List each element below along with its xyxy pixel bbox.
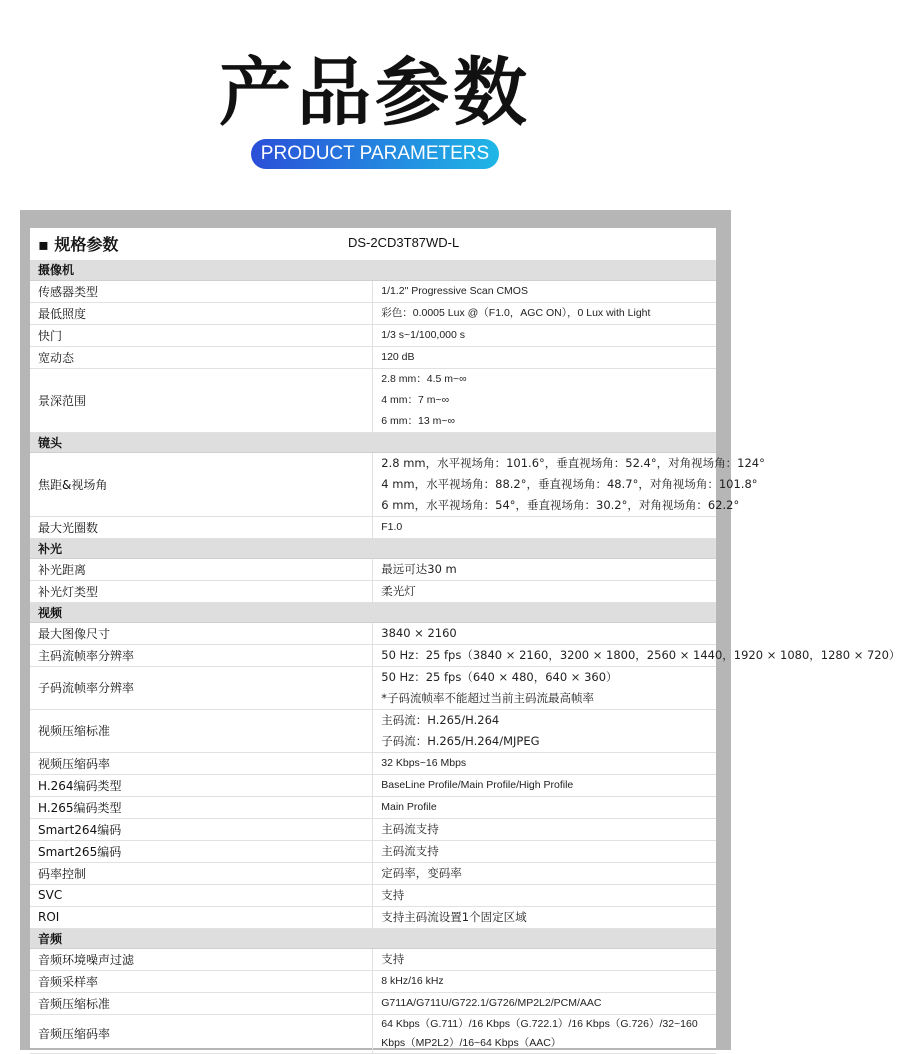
- table-row: Smart264编码 主码流支持: [30, 818, 716, 840]
- table-row: 最大图像尺寸 3840 × 2160: [30, 622, 716, 644]
- section-audio: 音频: [30, 928, 716, 948]
- table-row: 视频压缩标准 主码流：H.265/H.264 子码流：H.265/H.264/MJPEG: [30, 709, 716, 752]
- table-row: Smart265编码 主码流支持: [30, 840, 716, 862]
- spec-header-label: ▪ 规格参数: [38, 235, 119, 254]
- table-row: H.264编码类型 BaseLine Profile/Main Profile/High Profile: [30, 774, 716, 796]
- table-row: 音频压缩码率 64 Kbps（G.711）/16 Kbps（G.722.1）/16 Kbps（G.726）/32~160 Kbps（MP2L2）/16~64 Kbps（AAC）: [30, 1014, 716, 1053]
- table-row: 补光距离 最远可达30 m: [30, 558, 716, 580]
- spec-header: [30, 228, 716, 260]
- table-row: H.265编码类型 Main Profile: [30, 796, 716, 818]
- table-row: 音频采样率 8 kHz/16 kHz: [30, 970, 716, 992]
- section-camera: 摄像机: [30, 260, 716, 280]
- table-row: 视频压缩码率 32 Kbps~16 Mbps: [30, 752, 716, 774]
- table-row: 焦距&视场角 2.8 mm，水平视场角：101.6°，垂直视场角：52.4°，对角视场角：124° 4 mm，水平视场角：88.2°，垂直视场角：48.7°，对角视场角：101.8° 6 mm，水平视场角：54°，垂直视场角：30.2°，对角视场角：62.2°: [30, 452, 716, 516]
- table-row: 快门 1/3 s~1/100,000 s: [30, 324, 716, 346]
- table-row: 最低照度 彩色：0.0005 Lux @（F1.0，AGC ON），0 Lux with Light: [30, 302, 716, 324]
- table-row: ROI 支持主码流设置1个固定区域: [30, 906, 716, 928]
- section-video: 视频: [30, 602, 716, 622]
- table-row: 主码流帧率分辨率 50 Hz：25 fps（3840 × 2160，3200 × 1800，2560 × 1440，1920 × 1080，1280 × 720）: [30, 644, 716, 666]
- table-row: 补光灯类型 柔光灯: [30, 580, 716, 602]
- table-row: 码率控制 定码率，变码率: [30, 862, 716, 884]
- model-number: DS-2CD3T87WD-L: [348, 235, 460, 250]
- table-row: 音频环境噪声过滤 支持: [30, 948, 716, 970]
- table-row: 传感器类型 1/1.2" Progressive Scan CMOS: [30, 280, 716, 302]
- subtitle-badge: PRODUCT PARAMETERS: [251, 139, 499, 169]
- page-title: 产品参数: [219, 50, 531, 136]
- table-row: 宽动态 120 dB: [30, 346, 716, 368]
- table-row: 最大光圈数 F1.0: [30, 516, 716, 538]
- table-row: 音频压缩标准 G711A/G711U/G722.1/G726/MP2L2/PCM/AAC: [30, 992, 716, 1014]
- section-lens: 镜头: [30, 432, 716, 452]
- table-row: 子码流帧率分辨率 50 Hz：25 fps（640 × 480，640 × 360） *子码流帧率不能超过当前主码流最高帧率: [30, 666, 716, 709]
- table-row: 景深范围 2.8 mm：4.5 m~∞ 4 mm：7 m~∞ 6 mm：13 m~∞: [30, 368, 716, 432]
- section-illuminator: 补光: [30, 538, 716, 558]
- table-row: SVC 支持: [30, 884, 716, 906]
- spec-table: [30, 260, 900, 1054]
